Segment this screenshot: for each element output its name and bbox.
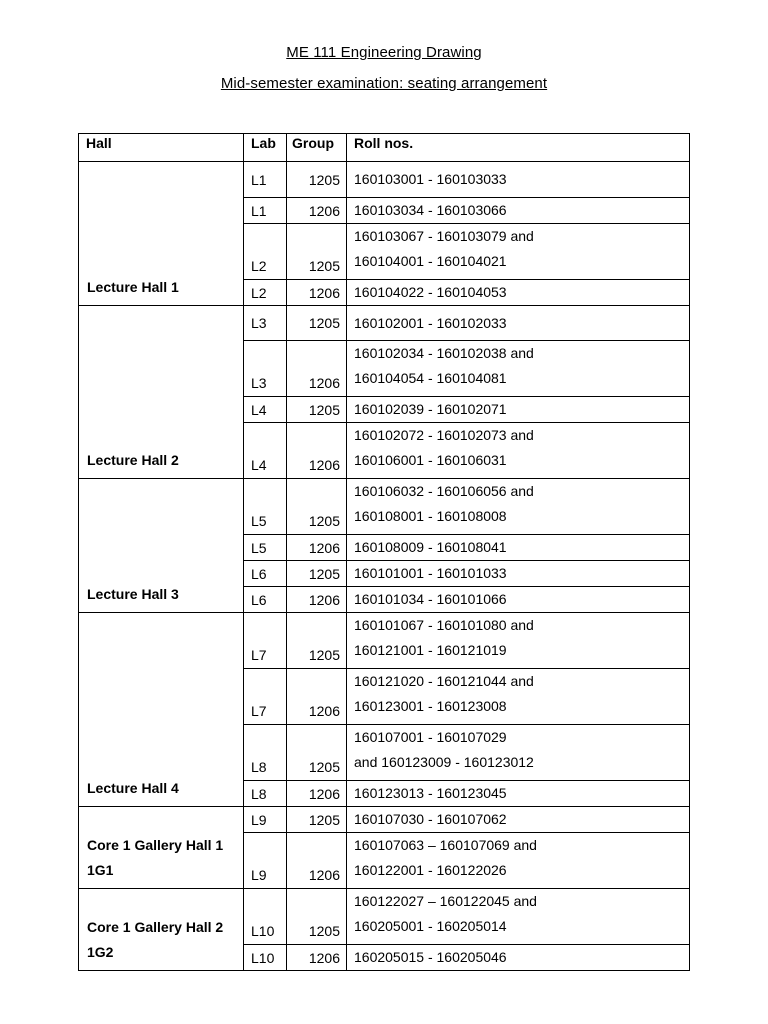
hall-name-line: Lecture Hall 3 (87, 586, 179, 602)
roll-range-line: 160101067 - 160101080 and (354, 617, 534, 633)
roll-range-line: 160102034 - 160102038 and (354, 345, 534, 361)
roll-range-line: 160102001 - 160102033 (354, 314, 507, 331)
table-row (79, 479, 690, 535)
roll-range-line: 160121020 - 160121044 and (354, 673, 534, 689)
lab-cell: L9 (244, 833, 287, 889)
roll-range-line: 160108001 - 160108008 (354, 508, 507, 524)
lab-cell: L2 (244, 280, 287, 306)
roll-range-line: 160122001 - 160122026 (354, 862, 507, 878)
group-cell: 1206 (287, 669, 347, 725)
group-cell: 1206 (287, 781, 347, 807)
lab-cell: L8 (244, 781, 287, 807)
table-header-row (79, 134, 690, 162)
column-header-group: Group (287, 134, 347, 162)
lab-cell: L3 (244, 306, 287, 341)
group-cell: 1206 (287, 341, 347, 397)
group-cell: 1205 (287, 613, 347, 669)
lab-cell: L3 (244, 341, 287, 397)
roll-range-line: 160102039 - 160102071 (354, 401, 507, 417)
group-cell: 1206 (287, 198, 347, 224)
lab-cell: L6 (244, 587, 287, 613)
group-cell: 1205 (287, 561, 347, 587)
roll-nos-cell (347, 306, 690, 341)
roll-range-line: 160101034 - 160101066 (354, 591, 507, 607)
roll-range-line: 160103001 - 160103033 (354, 171, 507, 187)
roll-nos-cell (347, 280, 690, 306)
group-cell: 1206 (287, 423, 347, 479)
roll-nos-cell (347, 162, 690, 198)
roll-nos-cell (347, 423, 690, 479)
hall-name-line: Lecture Hall 2 (87, 452, 179, 468)
roll-range-line: 160123013 - 160123045 (354, 785, 507, 801)
lab-cell: L6 (244, 561, 287, 587)
roll-range-line: 160107063 – 160107069 and (354, 837, 537, 853)
roll-nos-cell (347, 224, 690, 280)
hall-cell (79, 807, 244, 889)
roll-nos-cell (347, 833, 690, 889)
roll-nos-cell (347, 945, 690, 971)
roll-range-line: 160104022 - 160104053 (354, 284, 507, 300)
table-row (79, 807, 690, 833)
lab-cell: L10 (244, 889, 287, 945)
lab-cell: L8 (244, 725, 287, 781)
lab-cell: L7 (244, 613, 287, 669)
table-body (79, 162, 690, 971)
lab-cell: L4 (244, 423, 287, 479)
roll-range-line: 160101001 - 160101033 (354, 565, 507, 581)
document-subtitle: Mid-semester examination: seating arrangement (220, 75, 548, 92)
hall-cell (79, 306, 244, 479)
roll-range-line: 160122027 – 160122045 and (354, 893, 537, 909)
roll-nos-cell (347, 807, 690, 833)
group-cell: 1205 (287, 397, 347, 423)
roll-nos-cell (347, 613, 690, 669)
lab-cell: L5 (244, 535, 287, 561)
hall-cell (79, 162, 244, 306)
hall-cell (79, 613, 244, 807)
hall-cell (79, 479, 244, 613)
roll-range-line: 160106001 - 160106031 (354, 452, 507, 468)
roll-range-line: 160108009 - 160108041 (354, 539, 507, 555)
lab-cell: L4 (244, 397, 287, 423)
roll-range-line: 160205001 - 160205014 (354, 918, 507, 934)
group-cell: 1205 (287, 479, 347, 535)
roll-range-line: 160123001 - 160123008 (354, 698, 507, 714)
group-cell: 1206 (287, 280, 347, 306)
roll-range-line: 160104001 - 160104021 (354, 253, 507, 269)
lab-cell: L9 (244, 807, 287, 833)
lab-cell: L1 (244, 162, 287, 198)
roll-nos-cell (347, 781, 690, 807)
hall-cell (79, 889, 244, 971)
roll-nos-cell (347, 535, 690, 561)
group-cell: 1205 (287, 807, 347, 833)
lab-cell: L10 (244, 945, 287, 971)
column-header-lab: Lab (244, 134, 287, 162)
group-cell: 1205 (287, 306, 347, 341)
roll-range-line: 160205015 - 160205046 (354, 949, 507, 965)
roll-range-line: 160106032 - 160106056 and (354, 483, 534, 499)
table-row (79, 306, 690, 341)
roll-nos-cell (347, 669, 690, 725)
roll-nos-cell (347, 479, 690, 535)
hall-name-line: Core 1 Gallery Hall 1 (87, 837, 224, 853)
group-cell: 1206 (287, 535, 347, 561)
hall-name-line: 1G2 (87, 944, 114, 960)
seating-table (78, 133, 690, 971)
roll-range-line: 160103034 - 160103066 (354, 202, 507, 218)
hall-name-line: Core 1 Gallery Hall 2 (87, 919, 224, 935)
roll-nos-cell (347, 397, 690, 423)
roll-nos-cell (347, 587, 690, 613)
hall-name-line: Lecture Hall 4 (87, 780, 179, 796)
hall-name-line: Lecture Hall 1 (87, 279, 179, 295)
roll-range-line: 160107030 - 160107062 (354, 811, 507, 827)
group-cell: 1205 (287, 162, 347, 198)
roll-range-line: 160103067 - 160103079 and (354, 228, 534, 244)
roll-nos-cell (347, 889, 690, 945)
roll-range-line: 160104054 - 160104081 (354, 370, 507, 386)
table-row (79, 162, 690, 198)
group-cell: 1205 (287, 725, 347, 781)
table-row (79, 889, 690, 945)
group-cell: 1206 (287, 587, 347, 613)
hall-name-line: 1G1 (87, 862, 114, 878)
roll-nos-cell (347, 561, 690, 587)
group-cell: 1206 (287, 945, 347, 971)
roll-range-line: and 160123009 - 160123012 (354, 754, 534, 770)
roll-nos-cell (347, 725, 690, 781)
table-row (79, 613, 690, 669)
group-cell: 1205 (287, 224, 347, 280)
lab-cell: L1 (244, 198, 287, 224)
lab-cell: L5 (244, 479, 287, 535)
roll-range-line: 160107001 - 160107029 (354, 729, 507, 745)
group-cell: 1206 (287, 833, 347, 889)
roll-range-line: 160121001 - 160121019 (354, 642, 507, 658)
column-header-roll-nos: Roll nos. (347, 134, 690, 162)
document-title: ME 111 Engineering Drawing (286, 44, 482, 61)
column-header-hall: Hall (79, 134, 244, 162)
roll-nos-cell (347, 198, 690, 224)
lab-cell: L7 (244, 669, 287, 725)
lab-cell: L2 (244, 224, 287, 280)
roll-range-line: 160102072 - 160102073 and (354, 427, 534, 443)
roll-nos-cell (347, 341, 690, 397)
group-cell: 1205 (287, 889, 347, 945)
